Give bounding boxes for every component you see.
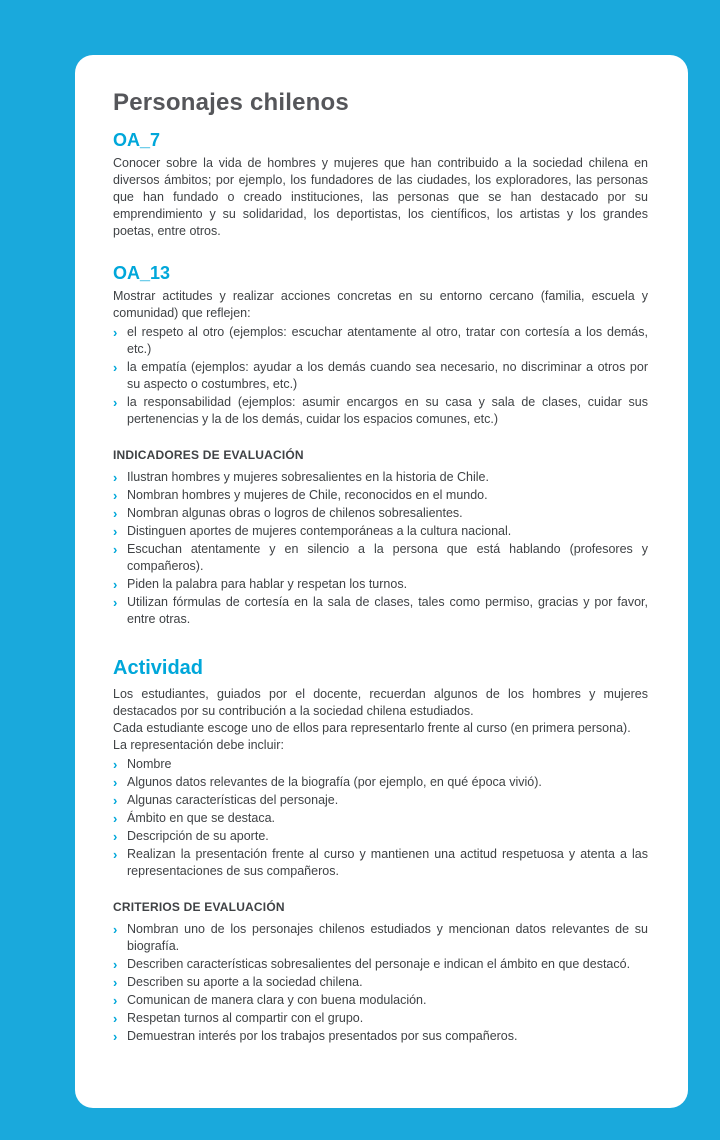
list-item [113, 1010, 648, 1027]
bullet-text: Nombran hombres y mujeres de Chile, reconocidos en el mundo. [127, 488, 488, 502]
oa7-heading: OA_7 [113, 130, 161, 150]
chevron-bullet-icon: › [113, 957, 118, 972]
chevron-bullet-icon: › [113, 1011, 118, 1026]
list-item [113, 792, 648, 809]
list-item [113, 487, 648, 504]
list-item [113, 774, 648, 791]
bullet-text: el respeto al otro (ejemplos: escuchar atentamente al otro, tratar con cortesía a los demás, etc.) [127, 325, 648, 356]
indicadores-heading: INDICADORES DE EVALUACIÓN [113, 448, 304, 462]
chevron-bullet-icon: › [113, 577, 118, 592]
list-item [113, 505, 648, 522]
oa13-heading: OA_13 [113, 263, 171, 283]
bullet-text: Nombran algunas obras o logros de chilenos sobresalientes. [127, 506, 463, 520]
list-item [113, 594, 648, 628]
chevron-bullet-icon: › [113, 595, 118, 610]
chevron-bullet-icon: › [113, 395, 118, 410]
oa7-section [113, 129, 648, 240]
list-item [113, 541, 648, 575]
oa13-section [113, 262, 648, 428]
list-item [113, 846, 648, 880]
bullet-text: Comunican de manera clara y con buena modulación. [127, 993, 427, 1007]
bullet-text: Ilustran hombres y mujeres sobresalientes en la historia de Chile. [127, 470, 489, 484]
list-item [113, 828, 648, 845]
bullet-text: Piden la palabra para hablar y respetan los turnos. [127, 577, 408, 591]
list-item [113, 810, 648, 827]
chevron-bullet-icon: › [113, 775, 118, 790]
actividad-paragraph: Los estudiantes, guiados por el docente, recuerdan algunos de los hombres y mujeres destacados por su contribución a la sociedad chilena estudiados. [113, 687, 648, 718]
bullet-text: Respetan turnos al compartir con el grupo. [127, 1011, 364, 1025]
bullet-text: Realizan la presentación frente al curso y mantienen una actitud respetuosa y atenta a las representaciones de sus compañeros. [127, 847, 648, 878]
bullet-text: Escuchan atentamente y en silencio a la persona que está hablando (profesores y compañeros). [127, 542, 648, 573]
bullet-text: Demuestran interés por los trabajos presentados por sus compañeros. [127, 1029, 518, 1043]
list-item [113, 992, 648, 1009]
list-item [113, 974, 648, 991]
chevron-bullet-icon: › [113, 975, 118, 990]
indicadores-section [113, 448, 648, 628]
chevron-bullet-icon: › [113, 793, 118, 808]
list-item [113, 359, 648, 393]
bullet-text: la responsabilidad (ejemplos: asumir encargos en su casa y sala de clases, cuidar sus pertenencias y la de los demás, cuidar los espacios comunes, etc.) [127, 395, 648, 426]
indicadores-bullet-list [113, 469, 648, 628]
content-card [75, 55, 688, 1108]
oa7-body: Conocer sobre la vida de hombres y mujeres que han contribuido a la sociedad chilena en diversos ámbitos; por ejemplo, los fundadores de las ciudades, los exploradores, las personas que han fundado o creado instituciones, las personas que se han destacado por su emprendimiento y su solidaridad, los deportistas, los científicos, los artistas y los grandes poetas, entre otros. [113, 156, 648, 238]
chevron-bullet-icon: › [113, 524, 118, 539]
list-item [113, 1028, 648, 1045]
actividad-paragraph: Cada estudiante escoge uno de ellos para representarlo frente al curso (en primera persona). [113, 721, 631, 735]
bullet-text: Nombran uno de los personajes chilenos estudiados y mencionan datos relevantes de su biografía. [127, 922, 648, 953]
bullet-text: Describen su aporte a la sociedad chilena. [127, 975, 363, 989]
actividad-paragraph: La representación debe incluir: [113, 738, 284, 752]
bullet-text: Descripción de su aporte. [127, 829, 269, 843]
list-item [113, 576, 648, 593]
chevron-bullet-icon: › [113, 829, 118, 844]
chevron-bullet-icon: › [113, 811, 118, 826]
list-item [113, 523, 648, 540]
chevron-bullet-icon: › [113, 488, 118, 503]
oa13-bullet-list [113, 324, 648, 428]
bullet-text: Algunas características del personaje. [127, 793, 339, 807]
bullet-text: Distinguen aportes de mujeres contemporáneas a la cultura nacional. [127, 524, 512, 538]
chevron-bullet-icon: › [113, 360, 118, 375]
actividad-bullet-list [113, 756, 648, 880]
actividad-section [113, 656, 648, 880]
bullet-text: Describen características sobresalientes del personaje e indican el ámbito en que destacó. [127, 957, 631, 971]
criterios-heading: CRITERIOS DE EVALUACIÓN [113, 900, 285, 914]
chevron-bullet-icon: › [113, 1029, 118, 1044]
list-item [113, 956, 648, 973]
actividad-heading: Actividad [113, 657, 204, 679]
chevron-bullet-icon: › [113, 542, 118, 557]
chevron-bullet-icon: › [113, 757, 118, 772]
chevron-bullet-icon: › [113, 993, 118, 1008]
bullet-text: Algunos datos relevantes de la biografía (por ejemplo, en qué época vivió). [127, 775, 542, 789]
list-item [113, 394, 648, 428]
list-item [113, 756, 648, 773]
bullet-text: Ámbito en que se destaca. [127, 811, 276, 825]
bullet-text: la empatía (ejemplos: ayudar a los demás cuando sea necesario, no discriminar a otros por su aspecto o costumbres, etc.) [127, 360, 648, 391]
list-item [113, 469, 648, 486]
chevron-bullet-icon: › [113, 922, 118, 937]
list-item [113, 324, 648, 358]
chevron-bullet-icon: › [113, 325, 118, 340]
criterios-bullet-list [113, 921, 648, 1045]
criterios-section [113, 900, 648, 1045]
oa13-intro: Mostrar actitudes y realizar acciones concretas en su entorno cercano (familia, escuela y comunidad) que reflejen: [113, 289, 648, 320]
chevron-bullet-icon: › [113, 847, 118, 862]
list-item [113, 921, 648, 955]
bullet-text: Utilizan fórmulas de cortesía en la sala de clases, tales como permiso, gracias y por favor, entre otras. [127, 595, 648, 626]
chevron-bullet-icon: › [113, 470, 118, 485]
page-title: Personajes chilenos [113, 89, 349, 116]
bullet-text: Nombre [127, 757, 172, 771]
chevron-bullet-icon: › [113, 506, 118, 521]
